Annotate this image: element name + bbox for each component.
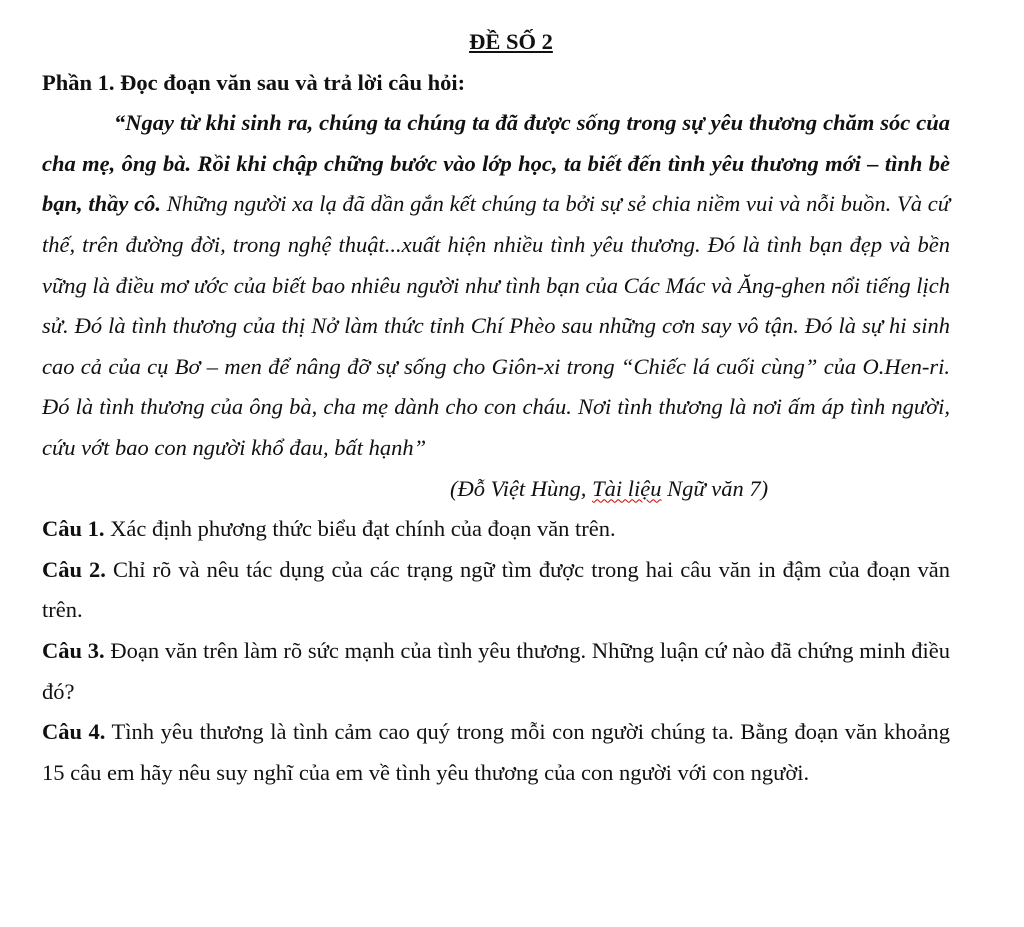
question-1 [42, 509, 950, 550]
source-open: (Đỗ Việt Hùng, [450, 475, 593, 501]
question-text: Đoạn văn trên làm rõ sức mạnh của tình yêu thương. Những luận cứ nào đã chứng minh điều đó? [42, 637, 950, 704]
question-text: Chỉ rõ và nêu tác dụng của các trạng ngữ tìm được trong hai câu văn in đậm của đoạn văn trên. [42, 556, 950, 623]
question-4 [42, 712, 950, 793]
question-label: Câu 2. [42, 556, 106, 582]
section-heading: Phần 1. Đọc đoạn văn sau và trả lời câu hỏi: [42, 69, 466, 95]
exam-title: ĐỀ SỐ 2 [469, 29, 553, 54]
question-text: Tình yêu thương là tình cảm cao quý trong mỗi con người chúng ta. Bằng đoạn văn khoảng 15 câu em hãy nêu suy nghĩ của em về tình yêu thương của con người với con người. [42, 719, 950, 785]
question-2 [42, 550, 950, 631]
question-label: Câu 4. [42, 719, 106, 745]
question-3 [42, 631, 950, 712]
question-text: Xác định phương thức biểu đạt chính của đoạn văn trên. [104, 516, 616, 542]
exam-page [42, 22, 950, 793]
source-spellcheck-marked: Tài liệu [592, 475, 662, 501]
question-label: Câu 3. [42, 637, 105, 663]
reading-passage [42, 103, 950, 468]
passage-source [42, 469, 950, 510]
passage-bold-sentences: “Ngay từ khi sinh ra, chúng ta chúng ta đã được sống trong sự yêu thương chăm sóc của cha mẹ, ông bà. Rồi khi chập chững bước vào lớp học, ta biết đến tình yêu thương mới – tình bè bạn, thầy cô. [42, 110, 950, 217]
passage-body: Những người xa lạ đã dần gắn kết chúng ta bởi sự sẻ chia niềm vui và nỗi buồn. Và cứ thế, trên đường đời, trong nghệ thuật...xuất hiện nhiều tình yêu thương. Đó là tình bạn đẹp và bền vững là điều mơ ước của biết bao nhiêu người như tình bạn của Các Mác và Ăng-ghen nổi tiếng lịch sử. Đó là tình thương của thị Nở làm thức tỉnh Chí Phèo sau những cơn say vô tận. Đó là sự hi sinh cao cả của cụ Bơ – men để nâng đỡ sự sống cho Giôn-xi trong “Chiếc lá cuối cùng” của O.Hen-ri. Đó là tình thương của ông bà, cha mẹ dành cho con cháu. Nơi tình thương là nơi ấm áp tình người, cứu vớt bao con người khổ đau, bất hạnh” [42, 191, 950, 460]
question-label: Câu 1. [42, 516, 105, 542]
source-close: Ngữ văn 7) [661, 475, 769, 501]
